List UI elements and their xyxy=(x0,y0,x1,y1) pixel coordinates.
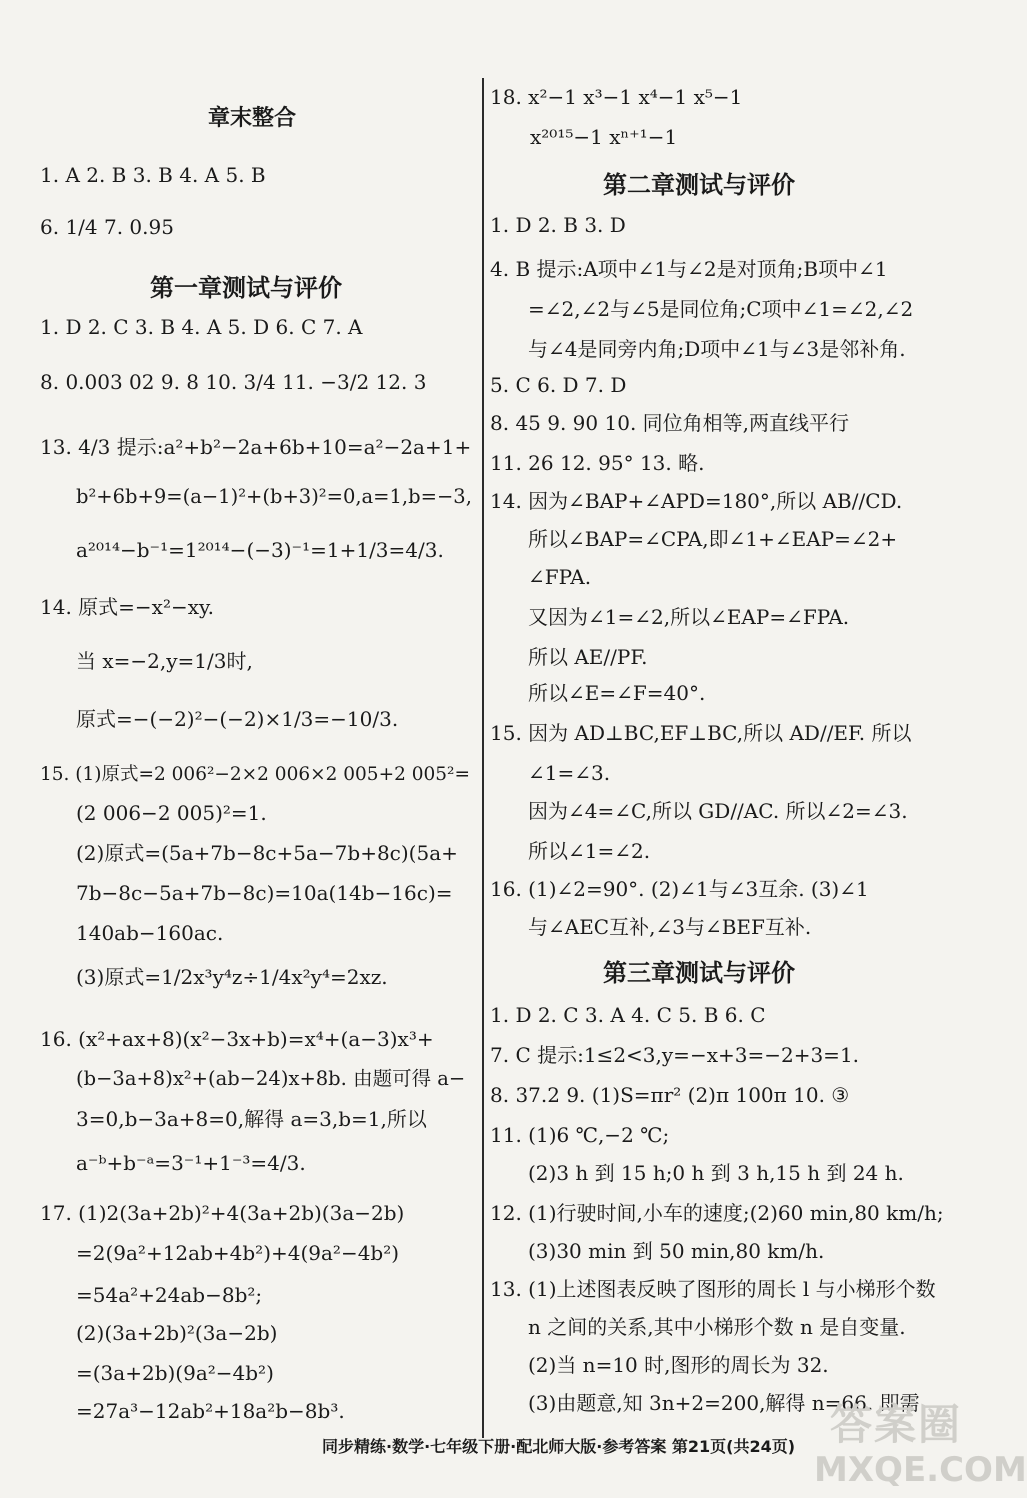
page-footer: 同步精练·数学·七年级下册·配北师大版·参考答案 第21页(共24页) xyxy=(322,1437,796,1456)
answer-line: (2 006−2 005)²=1. xyxy=(76,801,267,825)
answer-line: 原式=−(−2)²−(−2)×1/3=−10/3. xyxy=(76,707,399,731)
answer-line: 11. 26 12. 95° 13. 略. xyxy=(490,451,705,475)
answer-line: 12. (1)行驶时间,小车的速度;(2)60 min,80 km/h; xyxy=(490,1201,944,1225)
answer-line: 11. (1)6 ℃,−2 ℃; xyxy=(490,1123,670,1147)
answer-line: 17. (1)2(3a+2b)²+4(3a+2b)(3a−2b) xyxy=(40,1201,405,1225)
answer-line: 8. 0.003 02 9. 8 10. 3/4 11. −3/2 12. 3 xyxy=(40,370,427,394)
answer-line: 1. D 2. C 3. B 4. A 5. D 6. C 7. A xyxy=(40,315,363,339)
answer-line: =(3a+2b)(9a²−4b²) xyxy=(76,1361,274,1385)
answer-line: 18. x²−1 x³−1 x⁴−1 x⁵−1 xyxy=(490,85,743,109)
answer-line: 3=0,b−3a+8=0,解得 a=3,b=1,所以 xyxy=(76,1107,427,1131)
answer-line: ∠1=∠3. xyxy=(528,761,611,785)
answer-line: 又因为∠1=∠2,所以∠EAP=∠FPA. xyxy=(528,605,850,629)
answer-line: =27a³−12ab²+18a²b−8b³. xyxy=(76,1399,345,1423)
answer-line: n 之间的关系,其中小梯形个数 n 是自变量. xyxy=(528,1315,906,1339)
answer-line: a⁻ᵇ+b⁻ᵃ=3⁻¹+1⁻³=4/3. xyxy=(76,1151,306,1175)
answer-line: 所以∠1=∠2. xyxy=(528,839,651,863)
answer-line: 当 x=−2,y=1/3时, xyxy=(76,649,253,673)
answer-line: 14. 因为∠BAP+∠APD=180°,所以 AB//CD. xyxy=(490,489,903,513)
answer-line: 5. C 6. D 7. D xyxy=(490,373,627,397)
column-divider xyxy=(482,78,484,1438)
answer-line: 8. 45 9. 90 10. 同位角相等,两直线平行 xyxy=(490,411,850,435)
answer-line: 15. (1)原式=2 006²−2×2 006×2 005+2 005²= xyxy=(40,764,470,785)
section-heading: 章末整合 xyxy=(208,106,297,131)
answer-line: 13. (1)上述图表反映了图形的周长 l 与小梯形个数 xyxy=(490,1277,936,1301)
watermark-url: MXQE.COM xyxy=(814,1450,1027,1490)
answer-line: 所以∠BAP=∠CPA,即∠1+∠EAP=∠2+ xyxy=(528,527,898,551)
answer-line: 因为∠4=∠C,所以 GD//AC. 所以∠2=∠3. xyxy=(528,799,908,823)
answer-line: 7b−8c−5a+7b−8c)=10a(14b−16c)= xyxy=(76,881,453,905)
watermark-mark: 答案圈 xyxy=(830,1400,963,1449)
answer-line: 16. (1)∠2=90°. (2)∠1与∠3互余. (3)∠1 xyxy=(490,877,869,901)
answer-line: 16. (x²+ax+8)(x²−3x+b)=x⁴+(a−3)x³+ xyxy=(40,1027,434,1051)
answer-line: (2)3 h 到 15 h;0 h 到 3 h,15 h 到 24 h. xyxy=(528,1161,904,1185)
answer-line: ∠FPA. xyxy=(528,565,592,589)
answer-line: b²+6b+9=(a−1)²+(b+3)²=0,a=1,b=−3, xyxy=(76,485,472,508)
answer-line: 1. D 2. B 3. D xyxy=(490,213,626,237)
answer-line: (3)30 min 到 50 min,80 km/h. xyxy=(528,1239,825,1263)
answer-line: 所以∠E=∠F=40°. xyxy=(528,681,706,705)
answer-line: (2)原式=(5a+7b−8c+5a−7b+8c)(5a+ xyxy=(76,841,458,865)
section-heading: 第二章测试与评价 xyxy=(603,171,795,199)
answer-line: 与∠4是同旁内角;D项中∠1与∠3是邻补角. xyxy=(528,337,906,361)
answer-line: 1. D 2. C 3. A 4. C 5. B 6. C xyxy=(490,1003,766,1027)
answer-line: 14. 原式=−x²−xy. xyxy=(40,595,215,619)
answer-line: 与∠AEC互补,∠3与∠BEF互补. xyxy=(528,915,812,939)
answer-line: (2)当 n=10 时,图形的周长为 32. xyxy=(528,1353,829,1377)
answer-line: 15. 因为 AD⊥BC,EF⊥BC,所以 AD//EF. 所以 xyxy=(490,721,912,745)
watermark-logo xyxy=(808,1392,1027,1496)
answer-line: 6. 1/4 7. 0.95 xyxy=(40,215,174,239)
answer-line: 13. 4/3 提示:a²+b²−2a+6b+10=a²−2a+1+ xyxy=(40,435,472,459)
answer-line: =54a²+24ab−8b²; xyxy=(76,1283,263,1307)
answer-line: (b−3a+8)x²+(ab−24)x+8b. 由题可得 a− xyxy=(76,1067,466,1090)
answer-line: 1. A 2. B 3. B 4. A 5. B xyxy=(40,163,266,187)
answer-line: 8. 37.2 9. (1)S=πr² (2)π 100π 10. ③ xyxy=(490,1083,850,1107)
section-heading: 第一章测试与评价 xyxy=(150,274,342,302)
answer-line: a²⁰¹⁴−b⁻¹=1²⁰¹⁴−(−3)⁻¹=1+1/3=4/3. xyxy=(76,538,444,562)
answer-line: (2)(3a+2b)²(3a−2b) xyxy=(76,1321,278,1345)
answer-line: 140ab−160ac. xyxy=(76,921,224,945)
answer-line: (3)原式=1/2x³y⁴z÷1/4x²y⁴=2xz. xyxy=(76,965,388,989)
section-heading: 第三章测试与评价 xyxy=(603,959,795,987)
answer-line: x²⁰¹⁵−1 xⁿ⁺¹−1 xyxy=(530,125,678,149)
answer-line: 4. B 提示:A项中∠1与∠2是对顶角;B项中∠1 xyxy=(490,257,888,281)
answer-line: =∠2,∠2与∠5是同位角;C项中∠1=∠2,∠2 xyxy=(528,297,914,321)
answer-line: 所以 AE//PF. xyxy=(528,645,648,669)
answer-line: (3)由题意,知 3n+2=200,解得 n=66. 即需 xyxy=(528,1391,920,1415)
answer-line: =2(9a²+12ab+4b²)+4(9a²−4b²) xyxy=(76,1241,400,1265)
answer-line: 7. C 提示:1≤2<3,y=−x+3=−2+3=1. xyxy=(490,1043,860,1067)
